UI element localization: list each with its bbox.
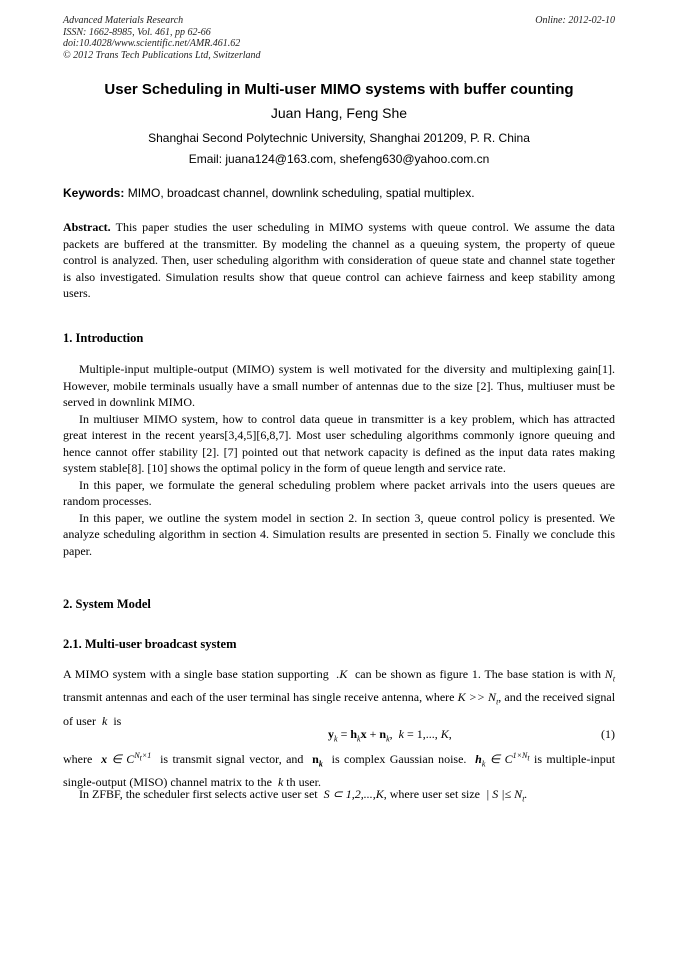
keywords-text: MIMO, broadcast channel, downlink scheduling, spatial multiplex. [124, 186, 475, 200]
model-paragraph-3: In ZFBF, the scheduler first selects active user set S ⊂ 1,2,...,K, where user set size | S |≤ $N_t$. [79, 787, 528, 804]
journal-header [63, 15, 615, 61]
math-nk: $n_k$ [312, 752, 323, 769]
math-x-in-C: x ∈ $C^{N_t\times 1}$ [101, 751, 152, 766]
journal-name: Advanced Materials Research [63, 15, 184, 26]
paper-authors: Juan Hang, Feng She [270, 105, 408, 121]
math-S-subset: S ⊂ 1,2,...,K [320, 787, 384, 801]
equation-1-formula: $y_k = h_kx + n_k$, k = 1,..., K, [328, 727, 452, 744]
subsection-heading-broadcast: 2.1. Multi-user broadcast system [63, 637, 237, 651]
doi: doi:10.4028/www.scientific.net/AMR.461.62 [63, 38, 241, 49]
model-paragraph-1: A MIMO system with a single base station supporting .K can be shown as figure 1. The base station is with $N_t$ transmit antennas and each of the user terminal has single receive antenna, where $K >> N_t$, and the received signal of user k is [63, 667, 616, 728]
copyright: © 2012 Trans Tech Publications Ltd, Switzerland [63, 49, 261, 61]
affiliation: Shanghai Second Polytechnic University, Shanghai 201209, P. R. China [148, 131, 530, 145]
abstract-label: Abstract. [63, 220, 111, 234]
section-heading-introduction: 1. Introduction [63, 331, 144, 345]
intro-body [63, 361, 615, 559]
section-heading-system-model: 2. System Model [63, 597, 151, 611]
paper-title: User Scheduling in Multi-user MIMO systems with buffer counting [104, 81, 574, 98]
issn: ISSN: 1662-8985, Vol. 461, pp 62-66 [63, 26, 211, 38]
intro-paragraph-4: In this paper, we outline the system model in section 2. In section 3, queue control policy is presented. We analyze scheduling algorithm in section 4. Simulation results are presented in section 5. Finally we conclude this paper. [63, 510, 615, 558]
online-date: Online: 2012-02-10 [535, 15, 615, 26]
math-k-th: k [274, 775, 284, 790]
intro-paragraph-3: In this paper, we formulate the general scheduling problem where packet arrivals into the users queues are random processes. [63, 477, 615, 508]
equation-1-number: (1) [601, 727, 615, 741]
intro-paragraph-1: Multiple-input multiple-output (MIMO) system is well motivated for the diversity and multiplexing gain[1]. However, mobile terminals usually have a small number of antennas due to the size [2]. Thus, multiuser must be served in downlink MIMO. [63, 362, 615, 409]
math-K: .K [332, 667, 352, 681]
math-S-size: | S |≤ $N_t$. [483, 787, 528, 804]
math-Nt: $N_t$ [604, 667, 616, 684]
math-K-gg-Nt: $K >> N_t$ [457, 690, 499, 707]
keywords-label: Keywords: [63, 186, 125, 200]
intro-paragraph-2: In multiuser MIMO system, how to control data queue in transmitter is a key problem, which has attracted great interest in the recent years[3,4,5][6,8,7]. Most user scheduling algorithms commonly ignore queuing and hence cannot offer stability [2]. [7] pointed out that network capacity is defined as the input data rates making system stable[8]. [10] shows the optimal policy in the form of queue length and service rate. [63, 411, 615, 475]
email-line: Email: juana124@163.com, shefeng630@yahoo.com.cn [188, 152, 490, 166]
math-hk-in-C: $h_k$ ∈ $C^{1\times N_t}$ [475, 751, 530, 769]
abstract [63, 219, 615, 302]
math-k: k [99, 713, 111, 728]
keywords [63, 186, 615, 200]
abstract-text: This paper studies the user scheduling in MIMO systems with queue control. We assume the data packets are buffered at the transmitter. By modeling the channel as a queuing system, the property of queue control is analyzed. Then, user scheduling algorithm with consideration of queue state and channel state together is also investigated. Simulation results show that queue control can achieve fairness and keep stability among users. [63, 220, 615, 300]
model-paragraph-2: where x ∈ $C^{N_t\times 1}$ is transmit signal vector, and $n_k$ is complex Gaussian noise. $h_k$ ∈ $C^{1\times N_t}$ is multiple-input single-output (MISO) channel matrix to the k th user. [63, 751, 616, 790]
equation-1 [63, 727, 615, 745]
